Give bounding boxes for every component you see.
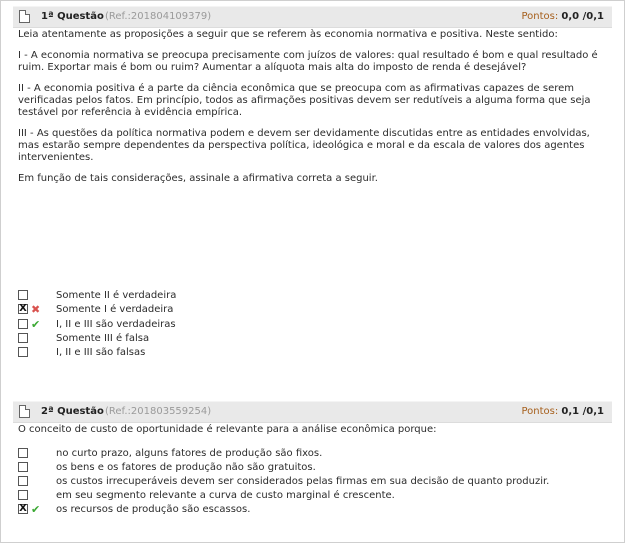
option-label: os custos irrecuperáveis devem ser considerados pelas firmas em sua decisão de quanto produzir.: [56, 476, 550, 487]
document-icon: [19, 10, 30, 23]
question-1-score: [521, 11, 604, 22]
answer-checkbox[interactable]: [18, 347, 28, 357]
answer-checkbox[interactable]: [18, 319, 28, 329]
answer-checkbox[interactable]: [18, 490, 28, 500]
question-2-ref: (Ref.:201803559254): [105, 406, 212, 417]
option-label: Somente III é falsa: [56, 333, 150, 344]
question-2-text: O conceito de custo de oportunidade é relevante para a análise econômica porque:: [18, 424, 437, 435]
question-1-body: [18, 29, 610, 194]
option-label: os recursos de produção são escassos.: [56, 504, 251, 515]
option-label: Somente II é verdadeira: [56, 290, 177, 301]
points-label: Pontos:: [521, 406, 559, 417]
answer-checkbox[interactable]: [18, 290, 28, 300]
option-label: Somente I é verdadeira: [56, 304, 174, 315]
question-2-score: [521, 406, 604, 417]
points-value: 0,1 /0,1: [561, 406, 604, 417]
answer-checkbox[interactable]: [18, 333, 28, 343]
question-1-statement-iii: III - As questões da política normativa podem e devem ser devidamente discutidas entre as entidades envolvidas, mas estarão sempre dependentes da perspectiva política, ideológica e moral e da escala de valores dos agentes intervenientes.: [18, 128, 590, 163]
question-1-intro: Leia atentamente as proposições a seguir que se referem às economia normativa e positiva. Neste sentido:: [18, 29, 558, 40]
question-2-body: [18, 424, 610, 445]
option-label: em seu segmento relevante a curva de custo marginal é crescente.: [56, 490, 395, 501]
question-1-ref: (Ref.:201804109379): [105, 11, 212, 22]
points-label: Pontos:: [521, 11, 559, 22]
answer-checkbox[interactable]: [18, 476, 28, 486]
question-1-instruction: Em função de tais considerações, assinale a afirmativa correta a seguir.: [18, 173, 378, 184]
points-value: 0,0 /0,1: [561, 11, 604, 22]
question-1-statement-ii: II - A economia positiva é a parte da ciência econômica que se preocupa com as afirmativas capazes de serem verificadas pelos fatos. Em princípio, todos as afirmações positivas devem ser redutíveis a alguma forma que seja testável por referência à evidência empírica.: [18, 83, 591, 118]
correct-check-icon: ✔: [31, 503, 41, 516]
wrong-x-icon: ✖: [31, 303, 41, 316]
answer-checkbox-checked[interactable]: X: [19, 503, 27, 514]
document-icon: [19, 405, 30, 418]
question-1-header: [13, 6, 612, 28]
question-2-header: [13, 401, 612, 423]
option-label: I, II e III são verdadeiras: [56, 319, 176, 330]
question-1-title: 1ª Questão: [41, 11, 104, 22]
option-label: no curto prazo, alguns fatores de produção são fixos.: [56, 448, 323, 459]
answer-checkbox[interactable]: [18, 448, 28, 458]
answer-checkbox-checked[interactable]: X: [19, 303, 27, 314]
question-1-statement-i: I - A economia normativa se preocupa precisamente com juízos de valores: qual resultado é bom e qual resultado é ruim. Exportar mais é bom ou ruim? Aumentar a alíquota mais alta do imposto de renda é desejável?: [18, 50, 598, 73]
answer-checkbox[interactable]: [18, 462, 28, 472]
option-label: I, II e III são falsas: [56, 347, 146, 358]
correct-check-icon: ✔: [31, 318, 41, 331]
question-2-title: 2ª Questão: [41, 406, 104, 417]
option-label: os bens e os fatores de produção não são gratuitos.: [56, 462, 316, 473]
